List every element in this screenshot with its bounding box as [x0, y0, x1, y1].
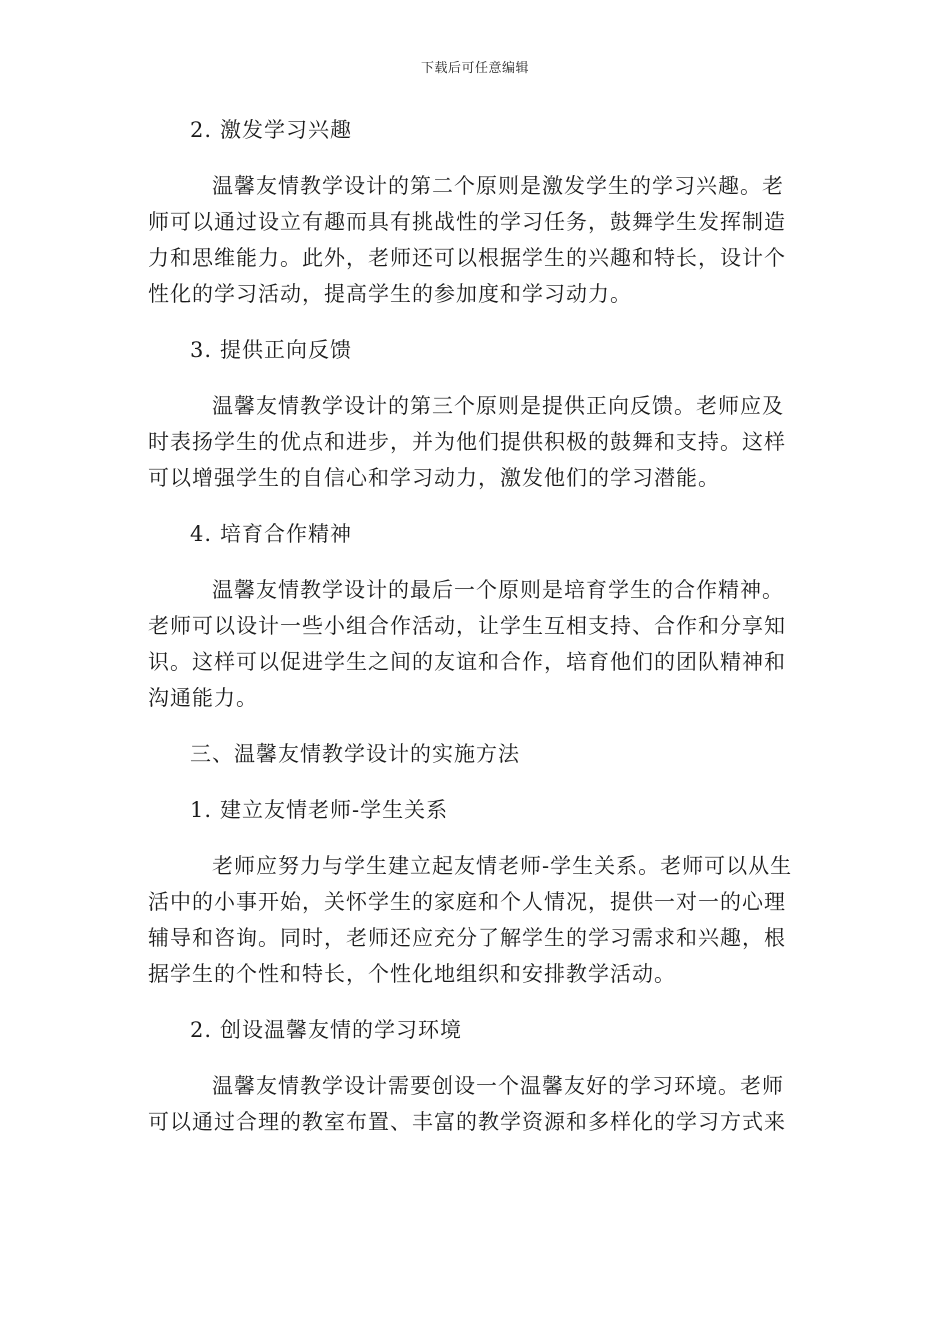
section-heading — [148, 516, 803, 552]
paragraph-line: 沟通能力。 — [148, 686, 258, 710]
paragraph — [148, 848, 803, 992]
paragraph-line: 力和思维能力。此外，老师还可以根据学生的兴趣和特长，设计个 — [148, 246, 786, 270]
heading-text: 培育合作精神 — [220, 522, 352, 546]
paragraph-line: 可以通过合理的教室布置、丰富的教学资源和多样化的学习方式来 — [148, 1110, 786, 1134]
section-heading — [148, 332, 803, 368]
heading-text: 激发学习兴趣 — [220, 118, 352, 142]
heading-text: 建立友情老师-学生关系 — [220, 798, 449, 822]
paragraph-line: 性化的学习活动，提高学生的参加度和学习动力。 — [148, 282, 632, 306]
section-heading — [148, 1012, 803, 1048]
heading-text: 提供正向反馈 — [220, 338, 352, 362]
heading-text: 三、温馨友情教学设计的实施方法 — [190, 742, 520, 766]
section-heading — [148, 792, 803, 828]
section-heading — [148, 112, 803, 148]
header-note: 下载后可任意编辑 — [420, 61, 529, 76]
heading-text: 创设温馨友情的学习环境 — [220, 1018, 462, 1042]
document-body — [148, 112, 803, 1160]
paragraph-line: 温馨友情教学设计的最后一个原则是培育学生的合作精神。 — [212, 578, 784, 602]
paragraph-line: 老师可以设计一些小组合作活动，让学生互相支持、合作和分享知 — [148, 614, 786, 638]
paragraph-line: 温馨友情教学设计的第二个原则是激发学生的学习兴趣。老 — [212, 174, 784, 198]
paragraph — [148, 1068, 803, 1140]
paragraph-line: 老师应努力与学生建立起友情老师-学生关系。老师可以从生 — [212, 854, 793, 878]
paragraph — [148, 168, 803, 312]
heading-number: 3. — [190, 338, 213, 362]
paragraph-line: 识。这样可以促进学生之间的友谊和合作，培育他们的团队精神和 — [148, 650, 786, 674]
heading-number: 4. — [190, 522, 213, 546]
paragraph-line: 据学生的个性和特长，个性化地组织和安排教学活动。 — [148, 962, 676, 986]
heading-number: 1. — [190, 798, 213, 822]
paragraph-line: 温馨友情教学设计需要创设一个温馨友好的学习环境。老师 — [212, 1074, 784, 1098]
paragraph — [148, 572, 803, 716]
paragraph-line: 师可以通过设立有趣而具有挑战性的学习任务，鼓舞学生发挥制造 — [148, 210, 786, 234]
paragraph-line: 时表扬学生的优点和进步，并为他们提供积极的鼓舞和支持。这样 — [148, 430, 786, 454]
paragraph-line: 可以增强学生的自信心和学习动力，激发他们的学习潜能。 — [148, 466, 720, 490]
paragraph-line: 温馨友情教学设计的第三个原则是提供正向反馈。老师应及 — [212, 394, 784, 418]
paragraph-line: 活中的小事开始，关怀学生的家庭和个人情况，提供一对一的心理 — [148, 890, 786, 914]
paragraph — [148, 388, 803, 496]
paragraph-line: 辅导和咨询。同时，老师还应充分了解学生的学习需求和兴趣，根 — [148, 926, 786, 950]
heading-number: 2. — [190, 118, 213, 142]
chapter-heading — [148, 736, 803, 772]
heading-number: 2. — [190, 1018, 213, 1042]
